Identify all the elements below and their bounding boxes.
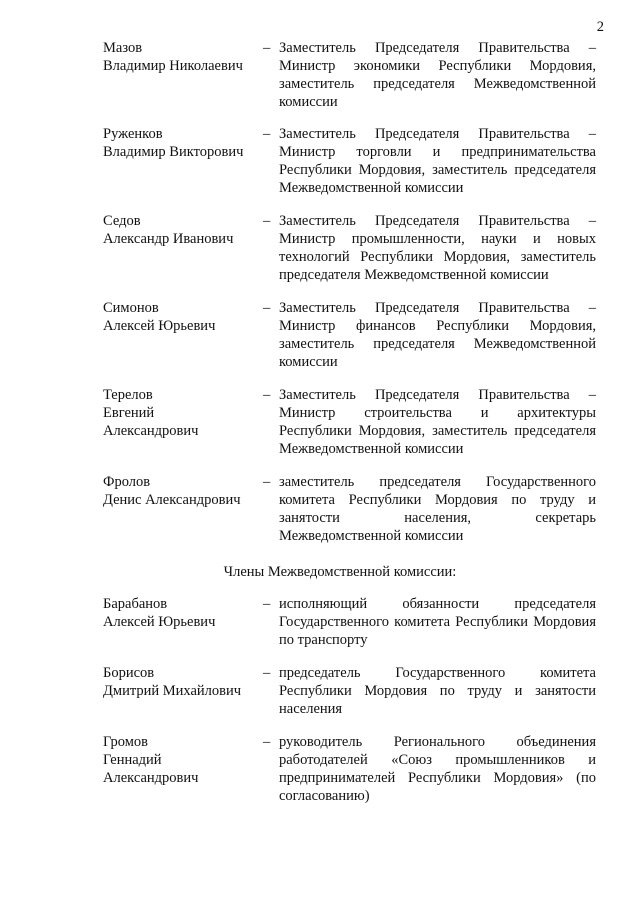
person-role: Заместитель Председателя Правительства – Министр финансов Республики Мордовия, заместитель председателя Межведомственной комиссии <box>279 300 596 370</box>
person-surname: Громов <box>103 734 148 750</box>
person-name <box>103 595 263 631</box>
person-given-names: Алексей Юрьевич <box>103 614 216 630</box>
separator-dash: – <box>263 596 271 612</box>
person-role: Заместитель Председателя Правительства – Министр строительства и архитектуры Республики Мордовия, заместитель председателя Межведомственной комиссии <box>279 387 596 457</box>
person-given-names: Владимир Николаевич <box>103 58 243 74</box>
separator-dash: – <box>263 126 271 142</box>
person-patronymic: Александрович <box>103 770 199 786</box>
person-surname: Руженков <box>103 126 163 142</box>
person-surname: Барабанов <box>103 596 168 612</box>
person-given-names: Александр Иванович <box>103 231 234 247</box>
person-name <box>103 125 263 161</box>
separator-dash: – <box>263 387 271 403</box>
person-name <box>103 386 263 440</box>
person-role: исполняющий обязанности председателя Государственного комитета Республики Мордовия по транспорту <box>279 596 596 648</box>
person-given-names: Владимир Викторович <box>103 144 244 160</box>
person-given-names: Денис Александрович <box>103 492 241 508</box>
person-name <box>103 39 263 75</box>
person-name <box>103 299 263 335</box>
person-role: Заместитель Председателя Правительства – Министр экономики Республики Мордовия, заместитель председателя Межведомственной комиссии <box>279 40 596 110</box>
separator-dash: – <box>263 474 271 490</box>
separator-dash: – <box>263 40 271 56</box>
person-given-names: Алексей Юрьевич <box>103 318 216 334</box>
person-surname: Фролов <box>103 474 151 490</box>
person-role: Заместитель Председателя Правительства – Министр торговли и предпринимательства Республики Мордовия, заместитель председателя Межведомственной комиссии <box>279 126 596 196</box>
separator-dash: – <box>263 213 271 229</box>
person-surname: Борисов <box>103 665 155 681</box>
person-surname: Мазов <box>103 40 143 56</box>
person-name <box>103 473 263 509</box>
person-patronymic: Александрович <box>103 423 199 439</box>
person-given-names: Геннадий <box>103 752 162 768</box>
person-role: Заместитель Председателя Правительства – Министр промышленности, науки и новых технологий Республики Мордовия, заместитель председателя Межведомственной комиссии <box>279 213 596 283</box>
separator-dash: – <box>263 734 271 750</box>
person-given-names: Дмитрий Михайлович <box>103 683 242 699</box>
person-name <box>103 664 263 700</box>
person-role: председатель Государственного комитета Республики Мордовия по труду и занятости населения <box>279 665 596 717</box>
separator-dash: – <box>263 665 271 681</box>
person-role: заместитель председателя Государственного комитета Республики Мордовия по труду и занятости населения, секретарь Межведомственной комиссии <box>279 474 596 544</box>
person-role: руководитель Регионального объединения работодателей «Союз промышленников и предпринимателей Республики Мордовия» (по согласованию) <box>279 734 596 804</box>
person-name <box>103 212 263 248</box>
members-heading: Члены Межведомственной комиссии: <box>223 564 457 580</box>
person-given-names: Евгений <box>103 405 155 421</box>
person-surname: Симонов <box>103 300 159 316</box>
person-surname: Седов <box>103 213 141 229</box>
separator-dash: – <box>263 300 271 316</box>
page-number: 2 <box>596 19 604 35</box>
person-surname: Терелов <box>103 387 153 403</box>
person-name <box>103 733 263 787</box>
